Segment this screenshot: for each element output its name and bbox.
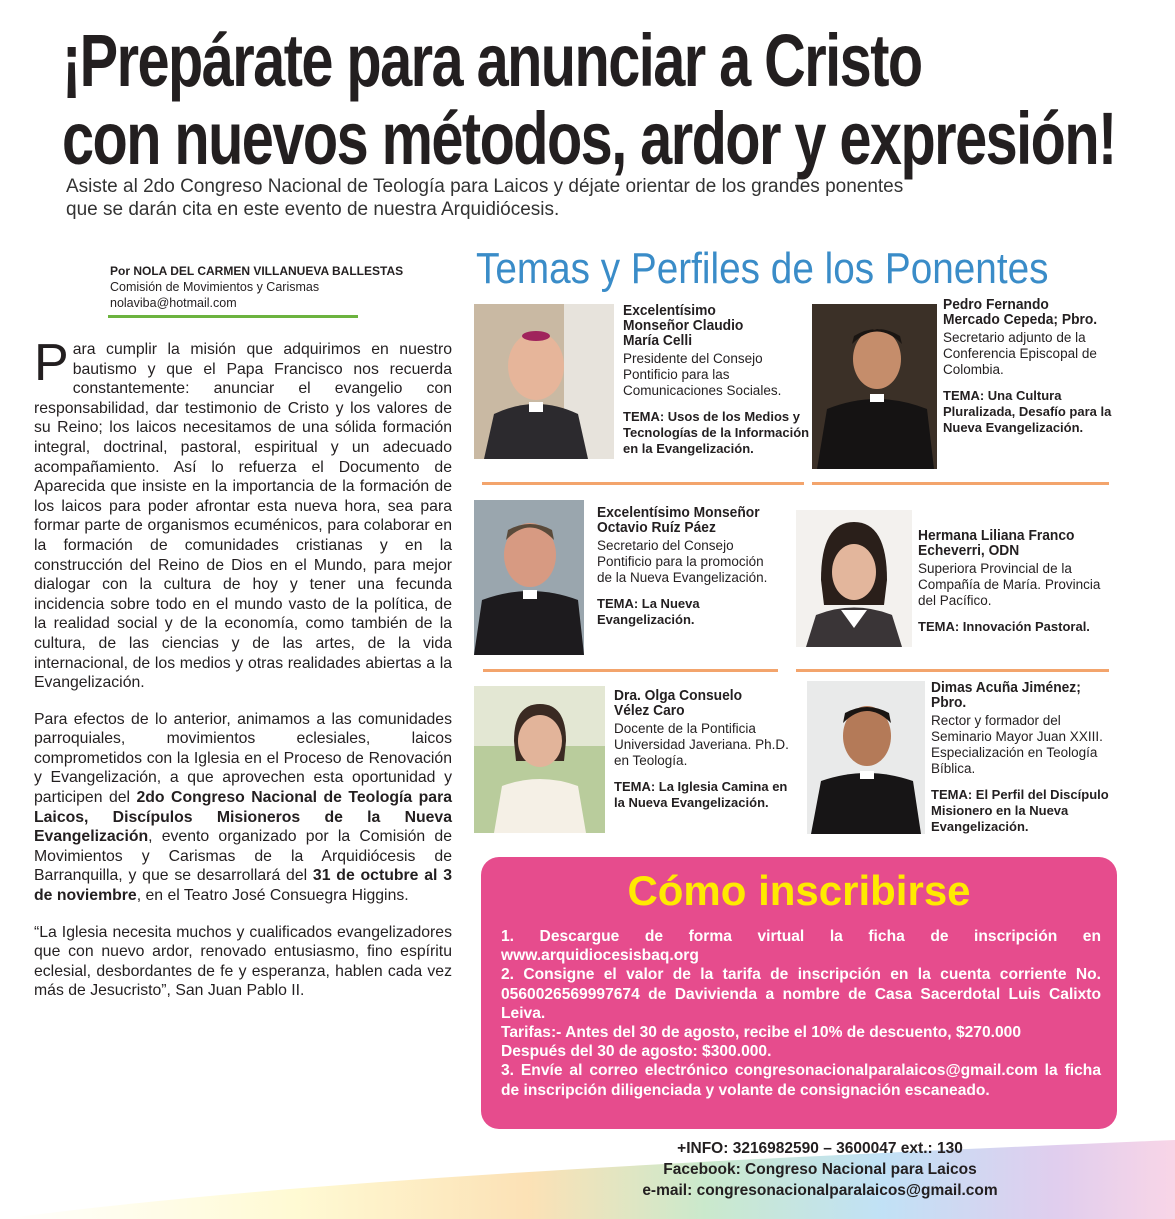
article-quote: “La Iglesia necesita muchos y cualificados evangelizadores que con nuevo ardor, renovado entusiasmo, fino espíritu eclesial, desbordantes de fe y esperanza, hablen cada vez más de Jesucristo”, San Juan Pablo II. [34,923,452,1000]
speaker-role: Superiora Provincial de la Compañía de María. Provincia del Pacífico. [918,561,1101,608]
speaker-name: Excelentísimo Monseñor Claudio María Celli [623,302,744,349]
byline-author: Por NOLA DEL CARMEN VILLANUEVA BALLESTAS [110,264,404,278]
registration-step-2: 2. Consigne el valor de la tarifa de inscripción en la cuenta corriente No. 0560026569997674 de Davivienda a nombre de Casa Sacerdotal Luis Calixto Leiva. [501,966,1101,1022]
contact-footer [560,1138,1080,1201]
subtitle [66,175,1026,221]
speaker-card-velez [614,688,799,811]
registration-title: Cómo inscribirse [627,867,971,914]
speaker-card-mercado [943,297,1115,436]
speaker-topic: TEMA: El Perfil del Discípulo Misionero en la Nueva Evangelización. [931,787,1109,834]
speaker-photo-franco [796,510,912,647]
speaker-name: Excelentísimo Monseñor Octavio Ruíz Páez [597,504,760,536]
registration-steps [501,927,1101,1100]
speaker-role: Rector y formador del Seminario Mayor Juan XXIII. Especialización en Teología Bíblica. [931,713,1103,776]
article-paragraph-1-text: ara cumplir la misión que adquirimos en nuestro bautismo y que el Papa Francisco nos recuerda constantemente: anunciar el evangelio con responsabilidad, dar testimonio de Cristo y los valores de su Reino; los laicos necesitamos de una sólida formación integral, doctrinal, pastoral, espiritual y un adecuado acompañamiento. Así lo refuerza el Documento de Aparecida que insiste en la importancia de la formación de los laicos para poder afrontar esta nueva hora, sea para formar parte de organismos ecuménicos, para colaborar en la formación de comunidades cristianas y en la construcción del Reino de Dios en el Mundo, para mejor dialogar con la cultura de hoy y tener una fecunda incidencia sobre todo en el mundo vasto de la política, de la realidad social y de la economía, como también de la cultura, de las ciencias y de las artes, de la vida internacional, de los medios y otras realidades abiertas a la Evangelización. [34,341,452,692]
speaker-card-ruiz [597,505,782,628]
divider [812,482,1109,485]
speaker-photo-acuna [807,681,925,834]
contact-email: e-mail: congresonacionalparalaicos@gmail.com [642,1182,998,1199]
speaker-photo-ruiz [474,500,584,655]
registration-fee-early: Tarifas:- Antes del 30 de agosto, recibe el 10% de descuento, $270.000 [501,1024,1021,1042]
speaker-name: Hermana Liliana Franco Echeverri, ODN [918,527,1075,559]
byline-org: Comisión de Movimientos y Carismas [110,280,320,294]
divider [483,669,778,672]
byline [110,263,430,311]
speaker-card-acuna [931,680,1121,835]
speakers-section-title: Temas y Perfiles de los Ponentes [476,244,1049,293]
registration-box [481,857,1117,1129]
speaker-name: Dra. Olga Consuelo Vélez Caro [614,687,743,719]
speaker-photo-mercado [812,304,937,469]
speaker-topic: TEMA: Innovación Pastoral. [918,619,1090,634]
contact-facebook: Facebook: Congreso Nacional para Laicos [663,1161,977,1178]
registration-step-1: 1. Descargue de forma virtual la ficha de inscripción en www.arquidiocesisbaq.org [501,928,1101,965]
divider [796,669,1109,672]
speaker-topic: TEMA: Usos de los Medios y Tecnologías de la Información en la Evangelización. [623,409,810,456]
speaker-topic: TEMA: La Nueva Evangelización. [597,596,700,627]
article-p2-text-a: Para efectos de lo anterior, animamos a las comunidades parroquiales, movimientos eclesiales, laicos comprometidos con la Iglesia en el Proceso de Renovación y Evangelización, a que aprovechen esta oportunidad y participen del [34,710,452,807]
speaker-topic: TEMA: La Iglesia Camina en la Nueva Evangelización. [614,779,788,810]
article-paragraph-1 [34,334,452,693]
divider [482,482,804,485]
headline [62,19,1116,180]
speaker-topic: TEMA: Una Cultura Pluralizada, Desafío para la Nueva Evangelización. [943,388,1112,435]
registration-fee-late: Después del 30 de agosto: $300.000. [501,1043,772,1061]
speaker-card-franco [918,528,1108,635]
subtitle-line-2: que se darán cita en este evento de nuestra Arquidiócesis. [66,199,560,220]
speaker-name: Pedro Fernando Mercado Cepeda; Pbro. [943,296,1098,328]
headline-line-2: con nuevos métodos, ardor y expresión! [62,97,1116,180]
article-p2-text-c: , evento organizado por la Comisión de Movimientos y Carismas de la Arquidiócesis de Barranquilla, y que se desarrollará del [34,828,452,885]
byline-email: nolaviba@hotmail.com [110,296,237,310]
speaker-role: Docente de la Pontificia Universidad Javeriana. Ph.D. en Teología. [614,721,789,768]
contact-phone: +INFO: 3216982590 – 3600047 ext.: 130 [677,1140,963,1157]
subtitle-line-1: Asiste al 2do Congreso Nacional de Teología para Laicos y déjate orientar de los grandes ponentes [66,176,904,197]
speaker-card-celli [623,303,813,457]
article-p2-text-e: , en el Teatro José Consuegra Higgins. [136,887,409,905]
byline-rule [108,315,358,318]
speaker-photo-celli [474,304,614,459]
event-dates: 31 de octubre al 3 de noviembre [34,867,453,905]
speaker-role: Secretario del Consejo Pontificio para la promoción de la Nueva Evangelización. [597,538,768,585]
speaker-name: Dimas Acuña Jiménez; Pbro. [931,679,1081,711]
speaker-photo-velez [474,686,605,833]
speaker-role: Presidente del Consejo Pontificio para las Comunicaciones Sociales. [623,351,782,398]
speaker-role: Secretario adjunto de la Conferencia Episcopal de Colombia. [943,330,1097,377]
article-paragraph-2 [34,710,452,906]
dropcap: P [34,334,69,392]
headline-line-1: ¡Prepárate para anunciar a Cristo [62,19,922,102]
congress-name: 2do Congreso Nacional de Teología para Laicos, Discípulos Misioneros de la Nueva Evangelización [34,789,453,846]
article-body [34,334,453,1018]
registration-step-3: 3. Envíe al correo electrónico congresonacionalparalaicos@gmail.com la ficha de inscripción diligenciada y volante de consignación escaneado. [501,1062,1101,1099]
